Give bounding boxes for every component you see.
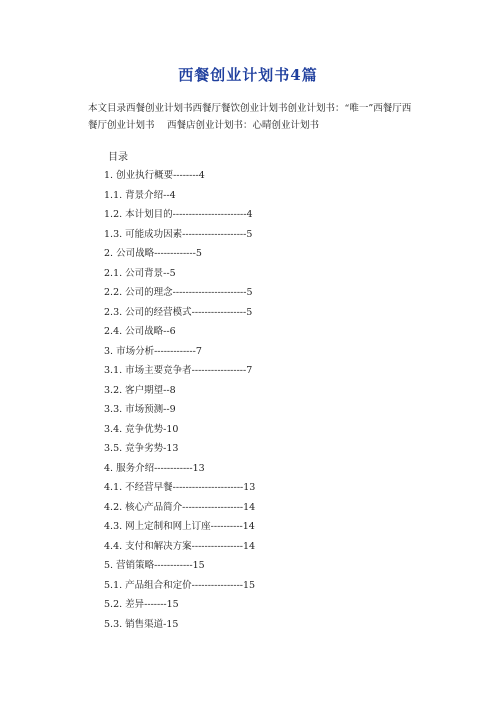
toc-entry: 4.2. 核心产品简介-------------------14 xyxy=(104,501,256,513)
toc-entry: 3.1. 市场主要竞争者-----------------7 xyxy=(104,365,253,376)
toc-entry: 1.1. 背景介绍--4 xyxy=(104,189,176,201)
toc-entry: 5.2. 差异-------15 xyxy=(104,599,179,610)
intro-paragraph: 本文目录西餐创业计划书西餐厅餐饮创业计划书创业计划书：“唯一”西餐厅西餐厅创业计划书 西餐店创业计划书：心晴创业计划书 xyxy=(88,103,412,131)
toc-entry: 2.1. 公司背景--5 xyxy=(104,267,176,279)
toc-entry: 4.1. 不经营早餐----------------------13 xyxy=(104,482,256,493)
toc-entry: 1.3. 可能成功因素--------------------5 xyxy=(104,228,253,240)
toc-entry: 5. 营销策略------------15 xyxy=(104,560,205,571)
toc-entry: 4.3. 网上定制和网上订座----------14 xyxy=(104,521,255,532)
toc-entry: 1. 创业执行概要--------4 xyxy=(104,170,205,181)
toc-entry: 2.3. 公司的经营模式-----------------5 xyxy=(104,306,253,318)
toc-entry: 3.4. 竞争优势-10 xyxy=(104,423,179,435)
toc-entry: 3.5. 竞争劣势-13 xyxy=(104,443,179,454)
toc-entry: 3.3. 市场预测--9 xyxy=(104,404,176,415)
toc-entry: 2.2. 公司的理念-----------------------5 xyxy=(104,287,253,298)
toc-entry: 4. 服务介绍------------13 xyxy=(104,462,205,474)
toc-entry: 3.2. 客户期望--8 xyxy=(104,384,176,396)
toc-entry: 5.3. 销售渠道-15 xyxy=(104,618,179,630)
table-of-contents xyxy=(104,166,255,634)
toc-entry: 3. 市场分析-------------7 xyxy=(104,345,202,357)
toc-entry: 2.4. 公司战略--6 xyxy=(104,326,176,337)
document-title: 西餐创业计划书4篇 xyxy=(178,66,318,84)
toc-entry: 1.2. 本计划目的-----------------------4 xyxy=(104,209,253,220)
toc-entry: 5.1. 产品组合和定价----------------15 xyxy=(104,579,256,591)
toc-entry: 2. 公司战略-------------5 xyxy=(104,248,202,259)
toc-entry: 4.4. 支付和解决方案----------------14 xyxy=(104,540,256,552)
toc-heading: 目录 xyxy=(108,152,128,163)
